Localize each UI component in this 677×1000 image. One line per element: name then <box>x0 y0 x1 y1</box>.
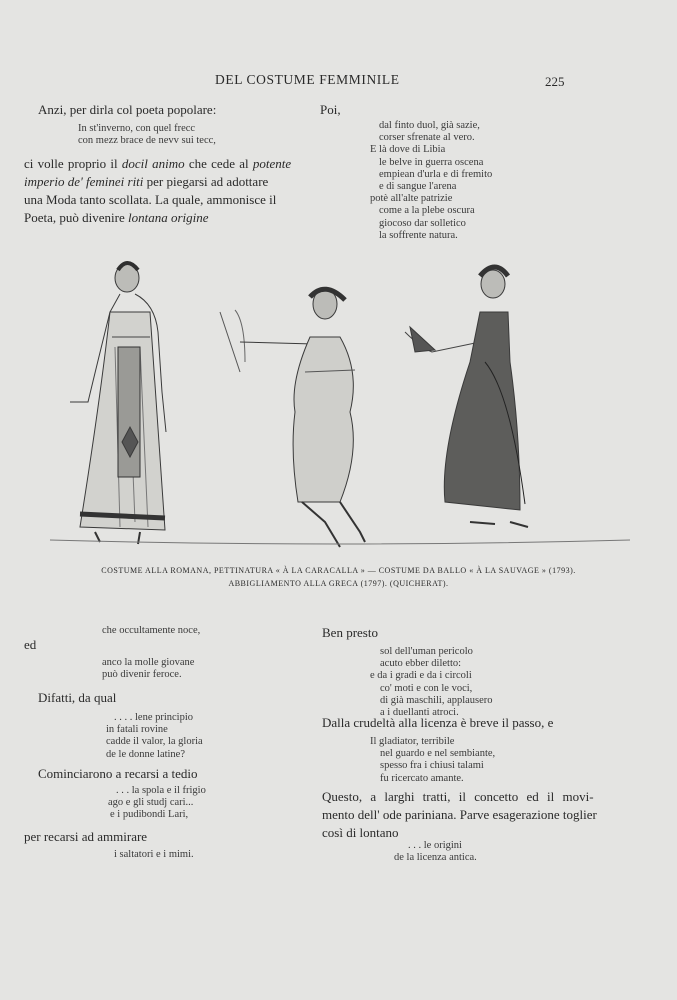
cominciarono-line: Cominciarono a recarsi a tedio <box>38 766 198 781</box>
ben-presto-line: Ben presto <box>322 625 378 640</box>
verse-block-libia: dal finto duol, già sazie, corser sfrenate al vero. E là dove di Libia le belve in guerra oscena empiean d'urla e di fremito e di sangue l'arena potè all'alte patrizie come a la plebe oscura giocoso dar solletico la soffrente natura. <box>370 120 493 241</box>
ground-line <box>50 540 630 544</box>
ed-line: ed <box>24 637 37 652</box>
verse-occultamente: che occultamente noce, <box>102 625 201 636</box>
dalla-crudelta-line: Dalla crudeltà alla licenza è breve il passo, e <box>322 715 554 730</box>
verse-line: In st'inverno, con quel frecc <box>78 123 196 134</box>
paragraph-docil-animo: ci volle proprio il docil animo che cede al potente imperio de' feminei riti per piegarsi ad adottare una Moda tanto scollata. La quale, ammonisce il Poeta, può divenire lontana origine <box>24 156 292 225</box>
caption-line-1: COSTUME ALLA ROMANA, PETTINATURA « À LA CARACALLA » — COSTUME DA BALLO « À LA SAUVAGE » (1793). <box>101 566 576 575</box>
running-header-title: DEL COSTUME FEMMINILE <box>215 72 400 87</box>
verse-spola: . . . la spola e il frigio ago e gli studj cari... e i pudibondi Lari, <box>108 785 206 821</box>
figure-caption <box>30 564 647 590</box>
per-recarsi-line: per recarsi ad ammirare <box>24 829 148 844</box>
verse-uman-pericolo: sol dell'uman pericolo acuto ebber diletto: e da i gradi e da i circoli co' moti e con le voci, di già maschili, applausero a i duellanti atroci. <box>370 646 493 719</box>
caption-line-2: ABBIGLIAMENTO ALLA GRECA (1797). (QUICHERAT). <box>228 579 449 588</box>
page-number: 225 <box>545 74 565 89</box>
figure-roman-costume <box>70 263 166 544</box>
verse-block-milanese <box>78 123 216 147</box>
difatti-line: Difatti, da qual <box>38 690 117 705</box>
verse-gladiator: Il gladiator, terribile nel guardo e nel sembiante, spesso fra i chiusi talami fu ricercato amante. <box>370 736 496 784</box>
verse-saltatori: i saltatori e i mimi. <box>114 849 194 860</box>
poi-line: Poi, <box>320 102 341 117</box>
intro-line: Anzi, per dirla col poeta popolare: <box>38 102 217 117</box>
verse-origini: . . . le origini de la licenza antica. <box>394 840 477 864</box>
paragraph-questo: Questo, a larghi tratti, il concetto ed il movi- mento dell' ode pariniana. Parve esagerazione toglier così di lontano <box>322 789 597 840</box>
figure-greek-costume <box>405 267 528 527</box>
verse-lene-principio: . . . . lene principio in fatali rovine cadde il valor, la gloria de le donne latine? <box>106 712 203 760</box>
verse-molle-giovane: anco la molle giovane può divenir feroce. <box>102 657 195 681</box>
verse-line: con mezz brace de nevv sui tecc, <box>78 135 216 147</box>
figure-ballet-costume <box>220 289 365 547</box>
costume-illustration <box>40 252 640 557</box>
